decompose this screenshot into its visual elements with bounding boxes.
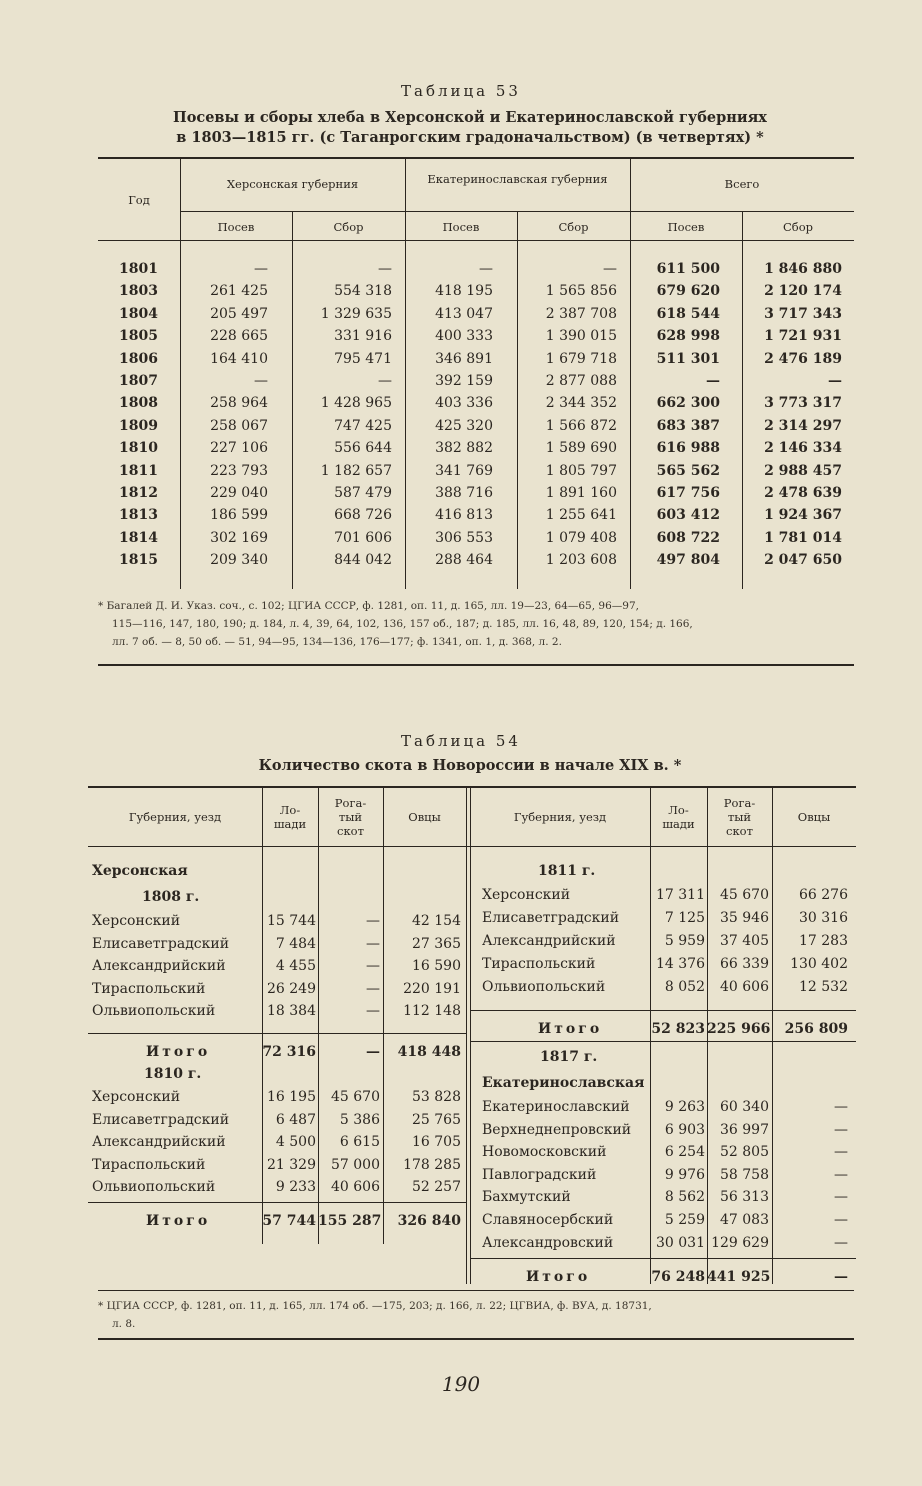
cell-horses: 5 959 (664, 933, 705, 949)
cell-total-sow: 603 412 (656, 507, 720, 523)
cell-horses: 9 976 (664, 1167, 705, 1183)
district-name: Александровский (482, 1235, 614, 1251)
cell-total-harvest: 1 924 367 (764, 507, 842, 523)
cell-year: 1804 (119, 306, 158, 322)
cell-kherson-sow: 223 793 (210, 463, 268, 479)
cell-sheep: 27 365 (412, 936, 461, 952)
district-name: Ольвиопольский (482, 979, 606, 995)
cell-horses: 8 052 (664, 979, 705, 995)
cell-total-sow: 611 500 (656, 261, 720, 277)
table53-footnote-line2: 115—116, 147, 180, 190; д. 184, л. 4, 39, 64, 102, 136, 157 об., 187; д. 185, лл. 16, 48, 89, 120, 154; д. 166, (112, 618, 693, 630)
cell-total-sow: 628 998 (656, 328, 720, 344)
table53-header-sow: Посев (217, 220, 255, 234)
district-name: Тираспольский (92, 981, 206, 997)
table54-top-rule (88, 786, 856, 788)
cell-year: 1812 (119, 485, 158, 501)
cell-horses: 15 744 (267, 913, 316, 929)
cell-horses: 4 455 (275, 958, 316, 974)
cell-sheep: — (834, 1144, 848, 1160)
cell-year: 1808 (119, 395, 158, 411)
year-label-1810: 1810 г. (144, 1066, 202, 1082)
table54-caption: Таблица 54 (401, 732, 521, 750)
cell-kherson-harvest: 556 644 (334, 440, 392, 456)
cell-sheep: 53 828 (412, 1089, 461, 1105)
table53-header-harvest: Сбор (782, 220, 813, 234)
cell-cattle: — (366, 958, 380, 974)
cell-cattle: 37 405 (720, 933, 769, 949)
cell-cattle: — (366, 1003, 380, 1019)
cell-horses: 30 031 (656, 1235, 705, 1251)
cell-ekat-harvest: 2 877 088 (545, 373, 617, 389)
cell-total-harvest: 2 120 174 (764, 283, 842, 299)
cell-total-harvest: 2 476 189 (764, 351, 842, 367)
district-name: Херсонский (92, 1089, 181, 1105)
cell-kherson-sow: 186 599 (210, 507, 268, 523)
cell-sheep: 17 283 (799, 933, 848, 949)
cell-kherson-sow: 258 067 (210, 418, 268, 434)
subtotal-rule (88, 1202, 466, 1203)
region-label-ekaterinoslav: Екатеринославская (482, 1075, 645, 1091)
cell-kherson-sow: 229 040 (210, 485, 268, 501)
cell-ekat-harvest: 1 203 608 (545, 552, 617, 568)
table54-title: Количество скота в Новороссии в начале XIX в. * (258, 757, 682, 774)
table53-header-harvest: Сбор (333, 220, 364, 234)
cell-total-harvest: 2 146 334 (764, 440, 842, 456)
subtotal-rule (470, 1258, 856, 1259)
table53-header-harvest: Сбор (558, 220, 589, 234)
cell-horses: 7 125 (664, 910, 705, 926)
total-horses: 57 744 (262, 1213, 316, 1229)
cell-kherson-harvest: 747 425 (334, 418, 392, 434)
cell-sheep: — (834, 1122, 848, 1138)
cell-total-harvest: 2 314 297 (764, 418, 842, 434)
cell-ekat-sow: 392 159 (435, 373, 493, 389)
cell-cattle: 40 606 (720, 979, 769, 995)
table54-footnote-line1: * ЦГИА СССР, ф. 1281, оп. 11, д. 165, лл. 174 об. —175, 203; д. 166, л. 22; ЦГВИА, ф. ВУА, д. 18731, (98, 1300, 652, 1312)
cell-sheep: 112 148 (403, 1003, 461, 1019)
page-number: 190 (441, 1372, 481, 1396)
cell-cattle: 60 340 (720, 1099, 769, 1115)
cell-ekat-sow: 418 195 (435, 283, 493, 299)
district-name: Елисаветградский (92, 1112, 230, 1128)
cell-total-harvest: 1 781 014 (764, 530, 842, 546)
cell-sheep: 30 316 (799, 910, 848, 926)
table53-header-sow: Посев (442, 220, 480, 234)
cell-ekat-harvest: 1 891 160 (545, 485, 617, 501)
cell-kherson-harvest: 795 471 (334, 351, 392, 367)
total-label-1811: Итого (538, 1021, 603, 1037)
cell-ekat-sow: 403 336 (435, 395, 493, 411)
total-cattle: 441 925 (707, 1269, 771, 1285)
cell-sheep: 42 154 (412, 913, 461, 929)
cell-horses: 6 487 (275, 1112, 316, 1128)
cell-ekat-harvest: 1 390 015 (545, 328, 617, 344)
cell-ekat-sow: 346 891 (435, 351, 493, 367)
cell-horses: 26 249 (267, 981, 316, 997)
total-horses: 72 316 (262, 1044, 316, 1060)
cell-total-harvest: 1 721 931 (764, 328, 842, 344)
cell-ekat-sow: 382 882 (435, 440, 493, 456)
cell-horses: 4 500 (275, 1134, 316, 1150)
cell-sheep: — (834, 1189, 848, 1205)
cell-total-sow: 662 300 (656, 395, 720, 411)
cell-kherson-harvest: 554 318 (334, 283, 392, 299)
cell-sheep: 66 276 (799, 887, 848, 903)
cell-total-sow: 679 620 (656, 283, 720, 299)
cell-cattle: 6 615 (339, 1134, 380, 1150)
cell-sheep: 25 765 (412, 1112, 461, 1128)
district-name: Павлоградский (482, 1167, 597, 1183)
table53-title-line1: Посевы и сборы хлеба в Херсонской и Екатеринославской губерниях (173, 109, 767, 126)
cell-total-sow: — (706, 373, 720, 389)
total-sheep: 418 448 (397, 1044, 461, 1060)
cell-kherson-sow: 205 497 (210, 306, 268, 322)
cell-cattle: 36 997 (720, 1122, 769, 1138)
cell-horses: 21 329 (267, 1157, 316, 1173)
cell-cattle: 66 339 (720, 956, 769, 972)
cell-sheep: — (834, 1212, 848, 1228)
cell-horses: 6 903 (664, 1122, 705, 1138)
region-label-kherson: Херсонская (92, 863, 188, 879)
table53-footnote-line1: * Багалей Д. И. Указ. соч., с. 102; ЦГИА СССР, ф. 1281, оп. 11, д. 165, лл. 19—23, 64—65, 96—97, (98, 600, 639, 612)
district-name: Александрийский (482, 933, 616, 949)
table54-header-horses-left: Ло- шади (273, 803, 307, 831)
cell-sheep: 16 590 (412, 958, 461, 974)
total-label-1808: Итого (146, 1044, 211, 1060)
cell-year: 1810 (119, 440, 158, 456)
district-name: Херсонский (482, 887, 571, 903)
subtotal-rule (470, 1010, 856, 1011)
cell-kherson-harvest: 1 428 965 (320, 395, 392, 411)
table53-footnote-line3: лл. 7 об. — 8, 50 об. — 51, 94—95, 134—136, 176—177; ф. 1341, оп. 1, д. 368, л. 2. (112, 636, 562, 648)
table54-header-cattle-left: Рога- тый скот (334, 796, 367, 838)
cell-kherson-harvest: 844 042 (334, 552, 392, 568)
cell-sheep: 220 191 (403, 981, 461, 997)
cell-year: 1807 (119, 373, 158, 389)
cell-sheep: — (834, 1167, 848, 1183)
total-cattle: — (366, 1044, 380, 1060)
cell-total-harvest: 3 717 343 (764, 306, 842, 322)
cell-cattle: 47 083 (720, 1212, 769, 1228)
cell-total-sow: 683 387 (656, 418, 720, 434)
cell-kherson-harvest: 331 916 (334, 328, 392, 344)
cell-ekat-sow: 306 553 (435, 530, 493, 546)
cell-total-harvest: 1 846 880 (764, 261, 842, 277)
cell-kherson-harvest: 1 329 635 (320, 306, 392, 322)
cell-total-harvest: 2 988 457 (764, 463, 842, 479)
cell-horses: 17 311 (656, 887, 705, 903)
cell-horses: 6 254 (664, 1144, 705, 1160)
cell-kherson-sow: — (254, 373, 268, 389)
cell-cattle: 56 313 (720, 1189, 769, 1205)
page-bottom-rule (98, 1338, 854, 1340)
table54-header-guberniya-right: Губерния, уезд (513, 810, 607, 824)
table54-header-cattle-right: Рога- тый скот (723, 796, 756, 838)
cell-year: 1803 (119, 283, 158, 299)
cell-total-sow: 616 988 (656, 440, 720, 456)
subtotal-rule (470, 1041, 856, 1042)
year-label-1817: 1817 г. (540, 1049, 598, 1065)
cell-ekat-harvest: 1 589 690 (545, 440, 617, 456)
cell-sheep: 16 705 (412, 1134, 461, 1150)
cell-ekat-harvest: 1 679 718 (545, 351, 617, 367)
cell-ekat-harvest: 1 805 797 (545, 463, 617, 479)
cell-sheep: 52 257 (412, 1179, 461, 1195)
cell-kherson-sow: 258 964 (210, 395, 268, 411)
year-label-1808: 1808 г. (142, 889, 200, 905)
table54-bottom-rule (98, 1290, 854, 1291)
total-label-1817: Итого (526, 1269, 591, 1285)
table53-top-rule (98, 157, 854, 159)
district-name: Екатеринославский (482, 1099, 630, 1115)
cell-sheep: — (834, 1099, 848, 1115)
cell-cattle: — (366, 981, 380, 997)
district-name: Тираспольский (482, 956, 596, 972)
cell-cattle: 5 386 (339, 1112, 380, 1128)
table53-caption: Таблица 53 (401, 82, 521, 100)
table54-header-horses-right: Ло- шади (662, 803, 695, 831)
district-name: Елисаветградский (92, 936, 230, 952)
cell-year: 1801 (119, 261, 158, 277)
total-sheep: — (834, 1269, 848, 1285)
total-sheep: 256 809 (784, 1021, 848, 1037)
district-name: Херсонский (92, 913, 181, 929)
cell-ekat-harvest: 2 387 708 (545, 306, 617, 322)
table53-header-bottom-rule (98, 240, 854, 241)
cell-total-harvest: 2 047 650 (764, 552, 842, 568)
district-name: Александрийский (92, 1134, 226, 1150)
cell-kherson-harvest: 701 606 (334, 530, 392, 546)
cell-ekat-harvest: — (603, 261, 617, 277)
cell-total-sow: 608 722 (656, 530, 720, 546)
cell-cattle: 129 629 (711, 1235, 769, 1251)
cell-total-sow: 565 562 (656, 463, 720, 479)
total-label-1810: Итого (146, 1213, 211, 1229)
cell-kherson-sow: 228 665 (210, 328, 268, 344)
cell-cattle: 58 758 (720, 1167, 769, 1183)
cell-ekat-harvest: 1 255 641 (545, 507, 617, 523)
year-label-1811: 1811 г. (538, 863, 596, 879)
cell-ekat-sow: 413 047 (435, 306, 493, 322)
cell-year: 1811 (119, 463, 158, 479)
table54-footnote-line2: л. 8. (112, 1318, 136, 1330)
cell-sheep: 12 532 (799, 979, 848, 995)
cell-kherson-sow: 302 169 (210, 530, 268, 546)
cell-total-harvest: 3 773 317 (764, 395, 842, 411)
district-name: Елисаветградский (482, 910, 620, 926)
district-name: Тираспольский (92, 1157, 206, 1173)
district-name: Славяносербский (482, 1212, 614, 1228)
cell-kherson-sow: — (254, 261, 268, 277)
table53-header-sow: Посев (667, 220, 705, 234)
cell-horses: 7 484 (275, 936, 316, 952)
cell-total-sow: 618 544 (656, 306, 720, 322)
table53-title-line2: в 1803—1815 гг. (с Таганрогским градоначальством) (в четвертях) * (176, 129, 764, 146)
district-name: Ольвиопольский (92, 1179, 216, 1195)
cell-cattle: 35 946 (720, 910, 769, 926)
cell-ekat-harvest: 1 566 872 (545, 418, 617, 434)
cell-sheep: — (834, 1235, 848, 1251)
cell-cattle: 45 670 (331, 1089, 380, 1105)
cell-kherson-sow: 209 340 (210, 552, 268, 568)
cell-kherson-harvest: — (378, 373, 392, 389)
total-cattle: 225 966 (707, 1021, 771, 1037)
cell-total-sow: 511 301 (656, 351, 720, 367)
cell-cattle: 40 606 (331, 1179, 380, 1195)
cell-horses: 18 384 (267, 1003, 316, 1019)
total-horses: 52 823 (651, 1021, 705, 1037)
cell-year: 1814 (119, 530, 158, 546)
cell-ekat-harvest: 1 565 856 (545, 283, 617, 299)
cell-horses: 8 562 (664, 1189, 705, 1205)
total-horses: 76 248 (651, 1269, 705, 1285)
district-name: Верхнеднепровский (482, 1122, 632, 1138)
cell-year: 1815 (119, 552, 158, 568)
cell-kherson-harvest: — (378, 261, 392, 277)
table54-header-bottom-rule (88, 846, 856, 847)
district-name: Новомосковский (482, 1144, 607, 1160)
cell-kherson-sow: 164 410 (210, 351, 268, 367)
cell-year: 1806 (119, 351, 158, 367)
cell-total-sow: 497 804 (656, 552, 720, 568)
table53-header-total: Всего (724, 177, 760, 191)
cell-ekat-harvest: 2 344 352 (545, 395, 617, 411)
cell-cattle: — (366, 913, 380, 929)
cell-kherson-harvest: 668 726 (334, 507, 392, 523)
section-divider (98, 664, 854, 666)
table54-center-rule (470, 786, 471, 1284)
cell-kherson-sow: 227 106 (210, 440, 268, 456)
cell-cattle: — (366, 936, 380, 952)
table54-center-rule (466, 786, 467, 1284)
cell-ekat-sow: — (479, 261, 493, 277)
cell-ekat-sow: 288 464 (435, 552, 493, 568)
cell-sheep: 130 402 (790, 956, 848, 972)
cell-horses: 16 195 (267, 1089, 316, 1105)
cell-total-sow: 617 756 (656, 485, 720, 501)
cell-horses: 9 263 (664, 1099, 705, 1115)
cell-ekat-sow: 416 813 (435, 507, 493, 523)
cell-horses: 5 259 (664, 1212, 705, 1228)
district-name: Александрийский (92, 958, 226, 974)
table54-header-guberniya-left: Губерния, уезд (128, 810, 222, 824)
cell-horses: 9 233 (275, 1179, 316, 1195)
cell-total-harvest: 2 478 639 (764, 485, 842, 501)
district-name: Бахмутский (482, 1189, 571, 1205)
cell-sheep: 178 285 (403, 1157, 461, 1173)
cell-horses: 14 376 (656, 956, 705, 972)
cell-ekat-sow: 400 333 (435, 328, 493, 344)
table53-header-ekat: Екатеринославская губерния (427, 172, 608, 186)
table54-header-sheep-left: Овцы (408, 810, 441, 824)
total-sheep: 326 840 (397, 1213, 461, 1229)
table53-header-kherson: Херсонская губерния (226, 177, 359, 191)
total-cattle: 155 287 (318, 1213, 382, 1229)
table54-header-sheep-right: Овцы (797, 810, 831, 824)
cell-ekat-harvest: 1 079 408 (545, 530, 617, 546)
cell-kherson-sow: 261 425 (210, 283, 268, 299)
cell-ekat-sow: 425 320 (435, 418, 493, 434)
cell-ekat-sow: 388 716 (435, 485, 493, 501)
cell-total-harvest: — (828, 373, 842, 389)
cell-kherson-harvest: 587 479 (334, 485, 392, 501)
district-name: Ольвиопольский (92, 1003, 216, 1019)
table53-header-year: Год (128, 193, 150, 207)
cell-year: 1809 (119, 418, 158, 434)
cell-cattle: 57 000 (331, 1157, 380, 1173)
subtotal-rule (88, 1033, 466, 1034)
cell-cattle: 52 805 (720, 1144, 769, 1160)
cell-kherson-harvest: 1 182 657 (320, 463, 392, 479)
cell-year: 1813 (119, 507, 158, 523)
cell-ekat-sow: 341 769 (435, 463, 493, 479)
cell-year: 1805 (119, 328, 158, 344)
cell-cattle: 45 670 (720, 887, 769, 903)
